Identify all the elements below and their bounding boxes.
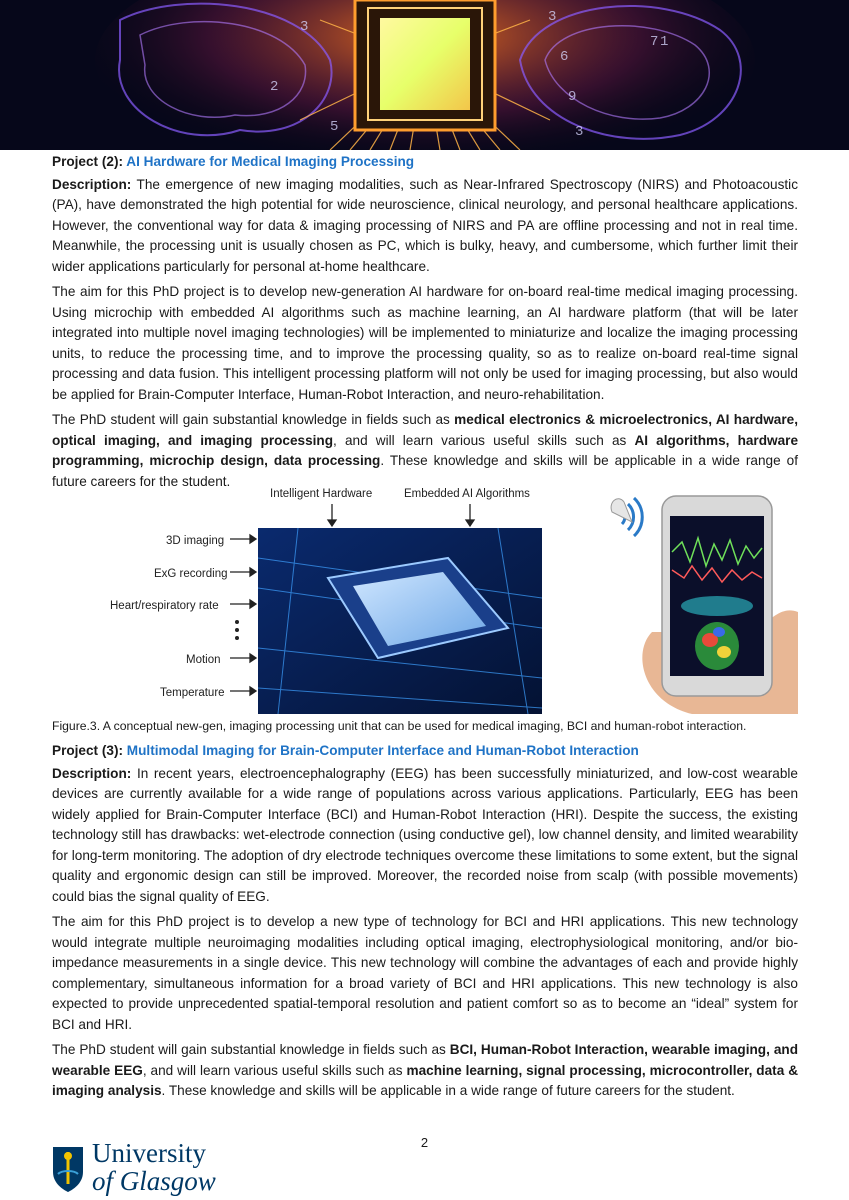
logo-line-2: of Glasgow [92,1166,216,1196]
gain-text: . These knowledge and skills will be applicable in a wide range of future careers for the student. [161,1083,735,1098]
university-logo [50,1140,240,1196]
project3-aim: The aim for this PhD project is to develop a new type of technology for BCI and HRI applications. This new technology would integrate multiple neuroimaging modalities including optical imaging, electrophysiological monitoring, and/or bio-impedance measurements in a single device. This new technology will combine the advantages of each and provide highly complementary, simultaneous information for a broad variety of BCI and HRI applications. This new technology is also expected to provide unprecedented spatial-temporal resolution and patient comfort so as to become an “ideal” system for BCI and HRI. [52,914,798,1032]
microchip-image [258,528,542,714]
project3-gain [52,1040,798,1102]
gain-text: . These knowledge and skills will be applicable in a wide range of future careers for the student. [52,453,798,489]
gain-text: The PhD student will gain substantial knowledge in fields such as [52,412,455,427]
banner-digit: 3 [548,9,557,25]
project3-description [52,764,798,908]
brain-chip-artwork [0,0,849,150]
banner-digit: 3 [300,19,309,35]
project3-title: Multimodal Imaging for Brain-Computer Interface and Human-Robot Interaction [126,743,639,758]
banner-digit: 7 [650,34,659,50]
banner-digit: 9 [568,89,577,105]
label-3d-imaging: 3D imaging [166,535,225,547]
label-temperature: Temperature [160,687,225,699]
label-heart-rate: Heart/respiratory rate [110,600,219,612]
project2-gain [52,410,798,492]
gain-text: , and will learn various useful skills such as [142,1062,407,1078]
crest-icon [50,1144,86,1194]
banner-digit: 3 [575,124,584,140]
gain-text: , and will learn various useful skills such as [333,432,635,448]
gain-fields: medical electronics & microelectronics, AI hardware, optical imaging, and imaging processing [52,412,798,448]
banner-digit: 2 [270,79,279,95]
banner-digit: 1 [660,34,669,50]
smartphone-image [572,482,798,714]
banner-digit: 5 [330,119,339,135]
gain-skills: machine learning, signal processing, microcontroller, data & imaging analysis [52,1062,799,1098]
label-motion: Motion [186,654,221,666]
page-content [52,152,798,1107]
banner-digit: 6 [560,49,569,65]
label-embedded-ai: Embedded AI Algorithms [404,488,530,500]
project2-aim: The aim for this PhD project is to develop new-generation AI hardware for on-board real-time medical imaging processing. Using microchip with embedded AI algorithms such as machine learning, an AI hardware platform (that will be later integrated into multiple novel imaging technologies) will be implemented to miniaturize and localize the imaging processing units, to reduce the processing time, and to improve the processing quality, so as to realize on-board real-time signal processing and data fusion. This intelligent processing platform will not only be used for imaging processing, but also would be applied for Brain-Computer Interface, Human-Robot Interaction, and neuro-rehabilitation. [52,284,798,402]
gain-skills: AI algorithms, hardware programming, microchip design, data processing [52,432,799,468]
label-exg-recording: ExG recording [154,568,228,580]
project2-heading [52,152,798,173]
project3-desc-label: Description: [52,765,132,781]
header-banner-image [0,0,849,150]
project2-desc-text: The emergence of new imaging modalities, such as Near-Infrared Spectroscopy (NIRS) and Photoacoustic (PA), have demonstrated the high potential for wide neuroscience, clinical neurology, and personal healthcare applications. However, the conventional way for data & imaging processing of NIRS and PA are offline processing and not in real time. Meanwhile, the processing unit is usually chosen as PC, which is bulky, heavy, and cumbersome, which further limit their wider applications particularly for personal at-home healthcare. [52,176,799,274]
label-intelligent-hardware: Intelligent Hardware [270,488,373,500]
project2-desc-label: Description: [52,176,132,192]
project3-heading [52,741,798,762]
logo-line-1: University [92,1138,206,1168]
figure-3 [52,488,798,714]
gain-text: The PhD student will gain substantial knowledge in fields such as [52,1042,450,1057]
figure-caption: Figure.3. A conceptual new-gen, imaging processing unit that can be used for medical imaging, BCI and human-robot interaction. [52,719,747,733]
project3-desc-text: In recent years, electroencephalography (EEG) has been successfully miniaturized, and low-cost wearable devices are currently available for a wide range of populations across various applications. Particularly, EEG has been widely applied for Brain-Computer Interface (BCI) and Human-Robot Interaction (HRI). Despite the success, the existing technology still has drawbacks: wet-electrode connection (using conductive gel), low channel density, and limited wearability for long-term monitoring. The adoption of dry electrode techniques overcome these limitations to some extent, but the signal quality and ergonomic design can still be improved. Moreover, the recorded noise from scalp (with possible movements) could bias the signal quality of EEG. [52,765,798,904]
project3-label: Project (3): [52,743,124,758]
project2-description [52,175,798,278]
page-number: 2 [420,1135,429,1150]
project2-title: AI Hardware for Medical Imaging Processing [126,154,415,169]
gain-fields: BCI, Human-Robot Interaction, wearable imaging, and wearable EEG [52,1042,798,1078]
project2-label: Project (2): [52,154,124,169]
